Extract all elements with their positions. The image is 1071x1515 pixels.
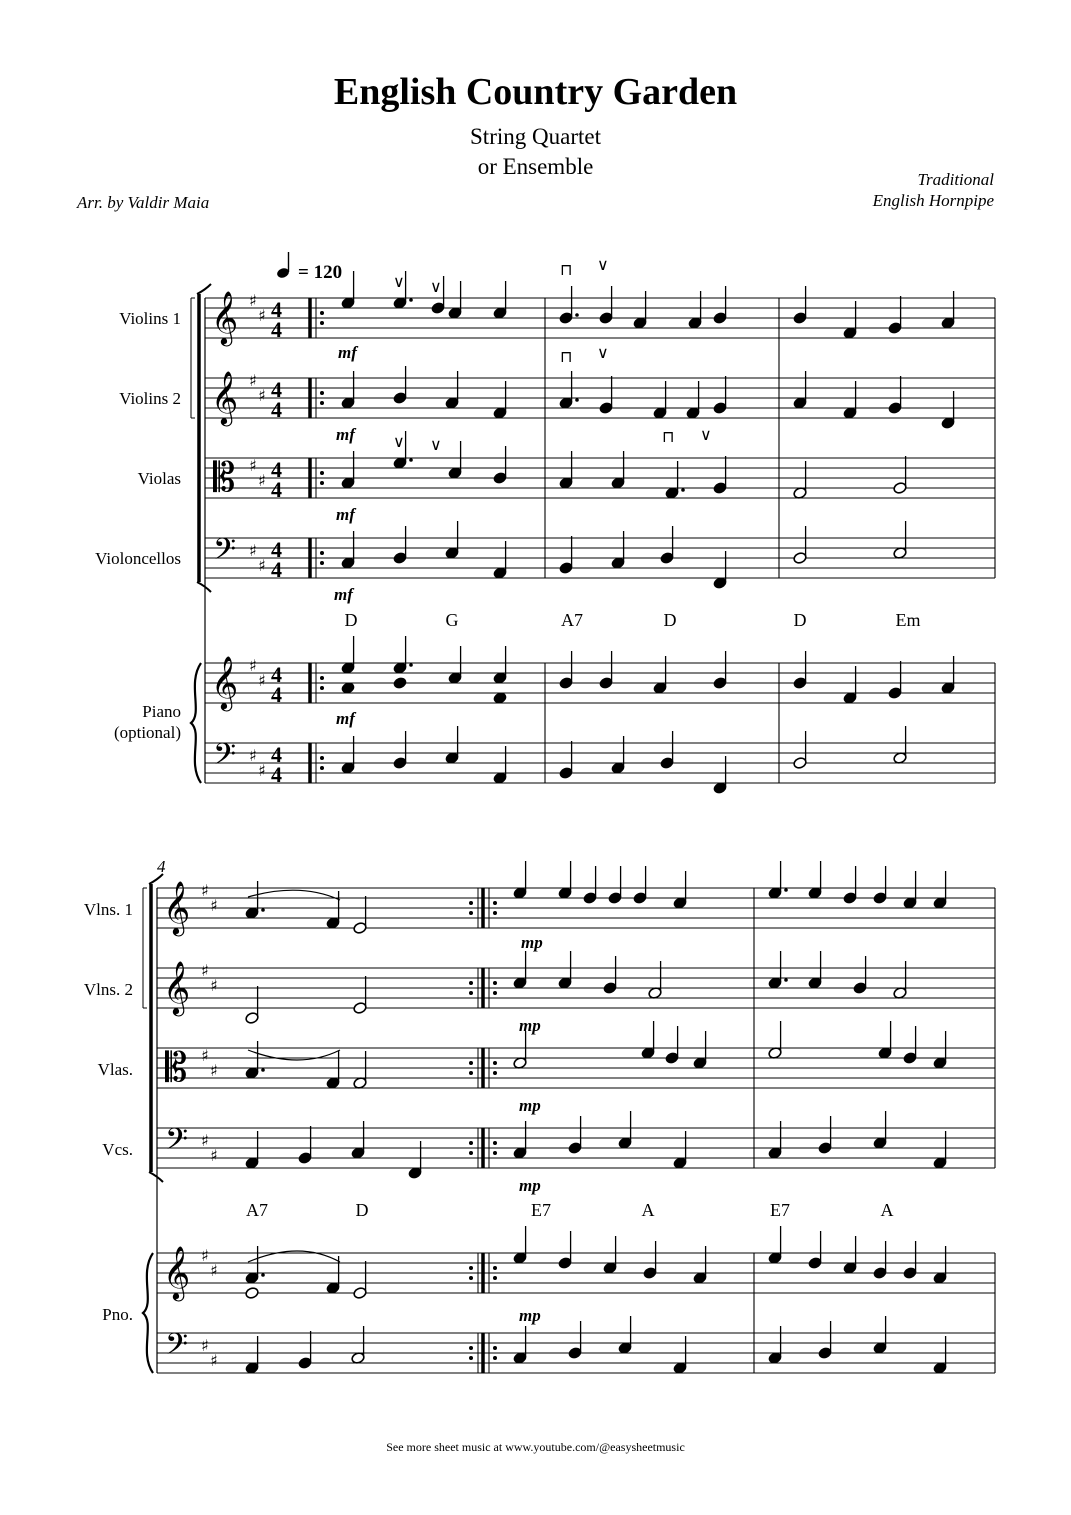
key-sharp: ♯ (201, 1046, 209, 1065)
dynamic-mark: mf (336, 505, 355, 524)
alto-clef-icon: 𝄡 (213, 455, 236, 501)
up-bow-icon: ∨ (597, 343, 609, 362)
notation (143, 255, 995, 1375)
alto-clef-icon: 𝄡 (165, 1045, 188, 1091)
treble-clef-icon: 𝄞 (211, 370, 239, 424)
footer-text: See more sheet music at www.youtube.com/@easysheetmusic (386, 1440, 685, 1454)
repeat-dot (320, 686, 324, 690)
bracket-hook (149, 1172, 163, 1182)
augmentation-dot (409, 663, 413, 667)
chord-symbol: D (663, 610, 677, 630)
label-piano-optional: (optional) (113, 723, 181, 742)
key-sharp: ♯ (258, 556, 266, 575)
time-signature-digit: 4 (271, 297, 282, 322)
bass-clef-icon: 𝄢 (213, 738, 237, 779)
bracket-hook (149, 874, 163, 884)
chord-symbol: G (445, 610, 459, 630)
repeat-dot (320, 471, 324, 475)
augmentation-dot (409, 458, 413, 462)
key-sharp: ♯ (201, 1246, 209, 1265)
key-sharp: ♯ (201, 881, 209, 900)
time-signature-digit: 4 (271, 557, 282, 582)
up-bow-icon: ∨ (430, 277, 442, 296)
measure-number: 4 (157, 857, 166, 876)
label-violins-1: Violins 1 (119, 309, 181, 328)
time-signature-digit: 4 (271, 537, 282, 562)
augmentation-dot (681, 488, 685, 492)
repeat-dot (469, 1346, 473, 1350)
repeat-dot (320, 321, 324, 325)
repeat-dot (493, 1266, 497, 1270)
augmentation-dot (409, 298, 413, 302)
repeat-dot (493, 1061, 497, 1065)
dynamic-mark: mp (521, 933, 543, 952)
key-sharp: ♯ (210, 1351, 218, 1370)
time-signature-digit: 4 (271, 457, 282, 482)
repeat-dot (469, 1141, 473, 1145)
repeat-dot (493, 1141, 497, 1145)
chord-symbol: A7 (561, 610, 583, 630)
repeat-dot (493, 1356, 497, 1360)
dynamic-mark: mf (334, 585, 353, 604)
down-bow-icon: ⊓ (662, 427, 675, 446)
piano-brace (143, 1253, 153, 1373)
repeat-dot (469, 981, 473, 985)
key-sharp: ♯ (201, 1336, 209, 1355)
piano-brace (191, 663, 201, 783)
up-bow-icon: ∨ (393, 432, 405, 451)
key-sharp: ♯ (210, 1061, 218, 1080)
repeat-dot (469, 1061, 473, 1065)
augmentation-dot (575, 313, 579, 317)
dynamic-mark: mp (519, 1306, 541, 1325)
treble-clef-icon: 𝄞 (163, 1245, 191, 1299)
dynamic-mark: mp (519, 1176, 541, 1195)
repeat-dot (493, 991, 497, 995)
down-bow-icon: ⊓ (560, 347, 573, 366)
key-sharp: ♯ (258, 761, 266, 780)
chord-symbol: Em (895, 610, 921, 630)
key-sharp: ♯ (210, 976, 218, 995)
quarter-note-icon (276, 252, 290, 279)
label-violas: Violas (137, 469, 181, 488)
label-violoncellos: Violoncellos (95, 549, 181, 568)
key-sharp: ♯ (258, 386, 266, 405)
key-sharp: ♯ (201, 961, 209, 980)
dynamic-mark: mf (336, 709, 355, 728)
dynamic-mark: mp (519, 1096, 541, 1115)
chord-symbol: D (355, 1200, 369, 1220)
up-bow-icon: ∨ (597, 255, 609, 274)
repeat-dot (320, 551, 324, 555)
repeat-dot (493, 981, 497, 985)
key-sharp: ♯ (249, 291, 257, 310)
bass-clef-icon: 𝄢 (213, 533, 237, 574)
slur (248, 890, 340, 900)
label-piano: Piano (142, 702, 181, 721)
augmentation-dot (784, 888, 788, 892)
time-signature-digit: 4 (271, 377, 282, 402)
key-sharp: ♯ (201, 1131, 209, 1150)
tempo-marking (276, 252, 342, 283)
repeat-dot (320, 401, 324, 405)
repeat-dot (320, 561, 324, 565)
augmentation-dot (261, 908, 265, 912)
dynamic-mark: mp (519, 1016, 541, 1035)
repeat-dot (469, 1151, 473, 1155)
augmentation-dot (261, 1273, 265, 1277)
label-vcs: Vcs. (102, 1140, 133, 1159)
up-bow-icon: ∨ (430, 435, 442, 454)
subtitle-line-2: or Ensemble (477, 154, 594, 179)
label-violins-2: Violins 2 (119, 389, 181, 408)
treble-clef-icon: 𝄞 (163, 880, 191, 934)
augmentation-dot (575, 398, 579, 402)
time-signature-digit: 4 (271, 477, 282, 502)
chord-symbol: E7 (531, 1200, 551, 1220)
repeat-dot (320, 311, 324, 315)
repeat-dot (493, 1276, 497, 1280)
bracket-hook (197, 582, 211, 592)
key-sharp: ♯ (258, 471, 266, 490)
time-signature-digit: 4 (271, 742, 282, 767)
chord-symbol: A (880, 1200, 894, 1220)
tempo-text: = 120 (298, 262, 343, 283)
label-vlas: Vlas. (97, 1060, 133, 1079)
bass-clef-icon: 𝄢 (165, 1123, 189, 1164)
key-sharp: ♯ (210, 1146, 218, 1165)
key-sharp: ♯ (249, 456, 257, 475)
repeat-dot (493, 911, 497, 915)
repeat-dot (469, 1276, 473, 1280)
key-sharp: ♯ (249, 656, 257, 675)
subtitle-line-1: String Quartet (470, 124, 601, 149)
key-sharp: ♯ (210, 896, 218, 915)
key-sharp: ♯ (249, 541, 257, 560)
treble-clef-icon: 𝄞 (211, 655, 239, 709)
arranger: Arr. by Valdir Maia (77, 193, 210, 212)
time-signature-digit: 4 (271, 682, 282, 707)
repeat-dot (493, 1151, 497, 1155)
repeat-dot (469, 901, 473, 905)
half-note (245, 1286, 260, 1299)
dynamic-mark: mf (336, 425, 355, 444)
time-signature-digit: 4 (271, 397, 282, 422)
chord-symbol: D (344, 610, 358, 630)
key-sharp: ♯ (210, 1261, 218, 1280)
augmentation-dot (261, 1068, 265, 1072)
bass-clef-icon: 𝄢 (165, 1328, 189, 1369)
key-sharp: ♯ (249, 371, 257, 390)
repeat-dot (493, 901, 497, 905)
label-pno: Pno. (102, 1305, 133, 1324)
repeat-dot (320, 756, 324, 760)
repeat-dot (469, 1356, 473, 1360)
time-signature-digit: 4 (271, 762, 282, 787)
time-signature-digit: 4 (271, 662, 282, 687)
repeat-dot (469, 1071, 473, 1075)
key-sharp: ♯ (258, 671, 266, 690)
time-signature-digit: 4 (271, 317, 282, 342)
repeat-dot (320, 766, 324, 770)
bracket-hook (197, 284, 211, 294)
down-bow-icon: ⊓ (560, 260, 573, 279)
chord-symbol: A (641, 1200, 655, 1220)
quarter-note (393, 676, 408, 689)
repeat-dot (469, 1266, 473, 1270)
label-vlns-2: Vlns. 2 (83, 980, 133, 999)
page-title: English Country Garden (333, 71, 738, 113)
key-sharp: ♯ (258, 306, 266, 325)
label-vlns-1: Vlns. 1 (83, 900, 133, 919)
repeat-dot (469, 991, 473, 995)
repeat-dot (493, 1346, 497, 1350)
repeat-dot (493, 1071, 497, 1075)
key-sharp: ♯ (249, 746, 257, 765)
up-bow-icon: ∨ (393, 272, 405, 291)
composer-line-1: Traditional (917, 170, 994, 189)
up-bow-icon: ∨ (700, 425, 712, 444)
chord-symbol: A7 (246, 1200, 268, 1220)
repeat-dot (469, 911, 473, 915)
treble-clef-icon: 𝄞 (211, 290, 239, 344)
chord-symbol: E7 (770, 1200, 790, 1220)
composer-line-2: English Hornpipe (872, 191, 994, 210)
repeat-dot (320, 676, 324, 680)
chord-symbol: D (793, 610, 807, 630)
augmentation-dot (784, 978, 788, 982)
dynamic-mark: mf (338, 343, 357, 362)
repeat-dot (320, 391, 324, 395)
repeat-dot (320, 481, 324, 485)
treble-clef-icon: 𝄞 (163, 960, 191, 1014)
